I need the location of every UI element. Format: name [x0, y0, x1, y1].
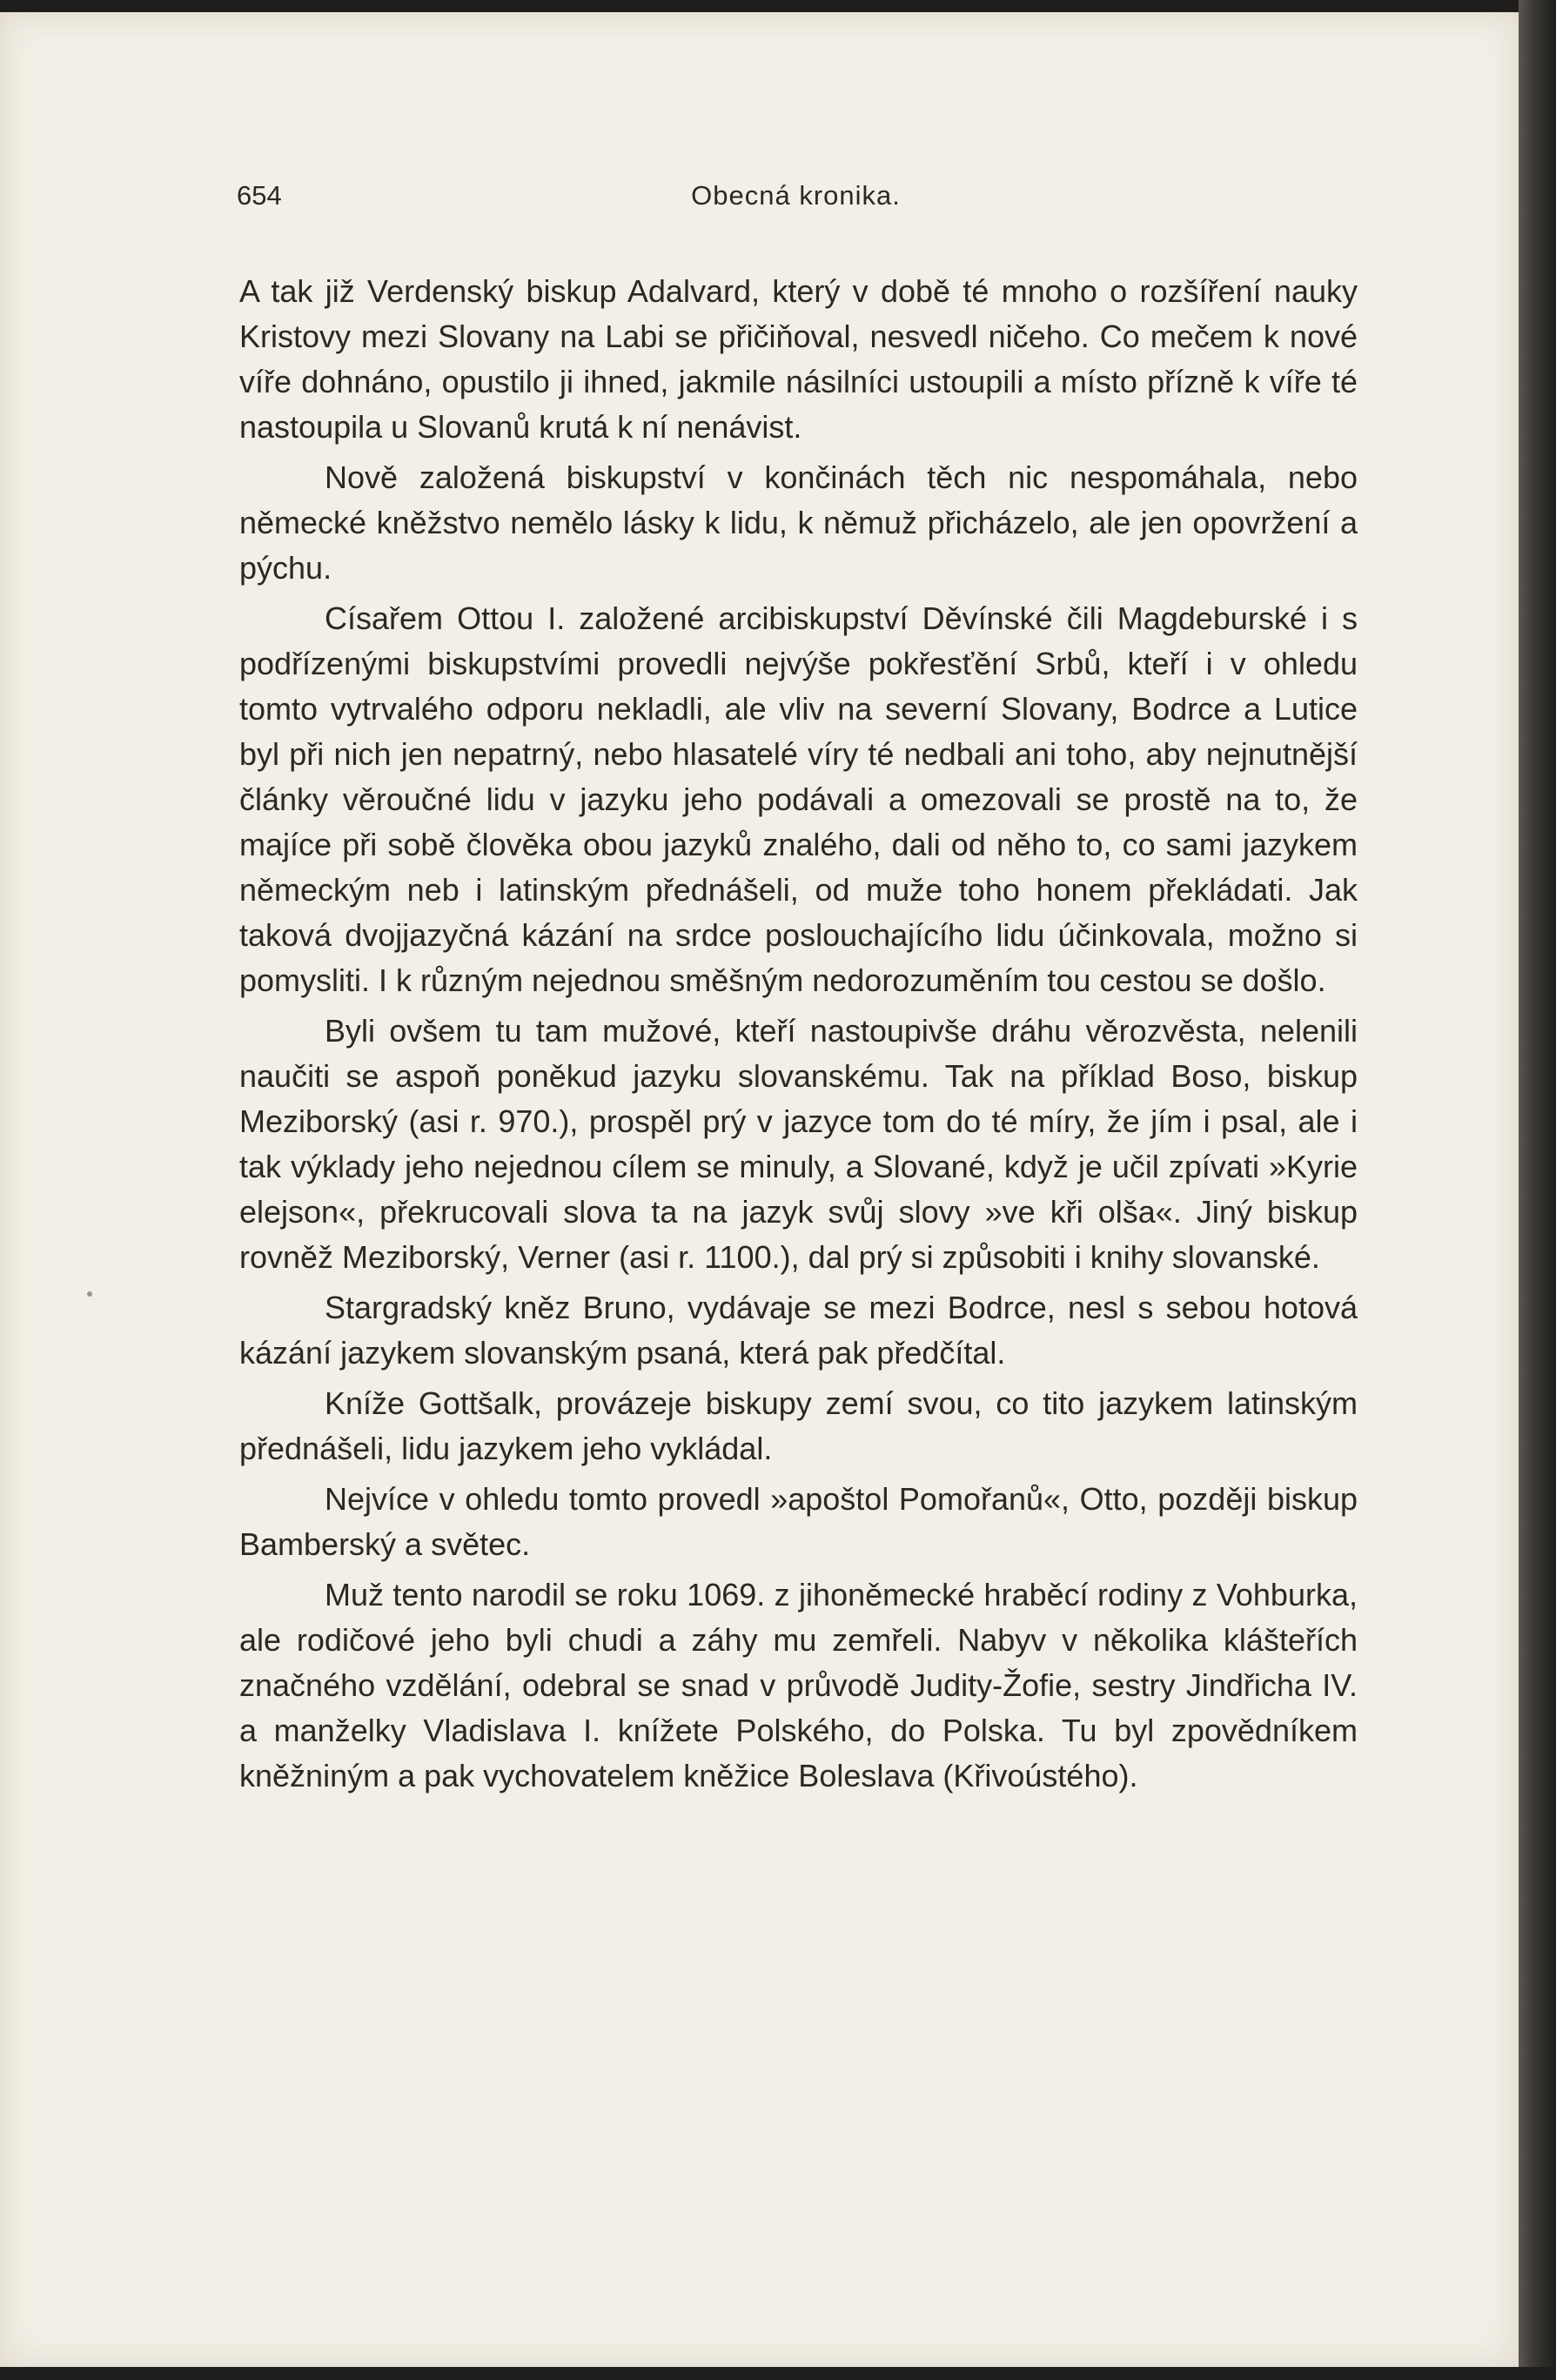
paragraph-boso: Byli ovšem tu tam mužové, kteří nastoupivše dráhu věrozvěsta, nelenili naučiti se aspoň poněkud jazyku slovanskému. Tak na příklad Boso, biskup Meziborský (asi r. 970.), prospěl prý v jazyce tom do té míry, že jím i psal, ale i tak výklady jeho nejednou cílem se minuly, a Slované, když je učil zpívati »Kyrie elejson«, překrucovali slova ta na jazyk svůj slovy »ve kři olša«. Jiný biskup rovněž Meziborský, Verner (asi r. 1100.), dal prý si způsobiti i knihy slovanské.: [239, 1013, 1358, 1275]
scan-right-edge: [1519, 0, 1556, 2380]
page-sheet: [0, 12, 1519, 2367]
paragraph-magdeburg: Císařem Ottou I. založené arcibiskupství Děvínské čili Magdeburské i s podřízenými biskupstvími provedli nejvýše pokřesťění Srbů, kteří i v ohledu tomto vytrvalého odporu nekladli, ale vliv na severní Slovany, Bodrce a Lutice byl při nich jen nepatrný, nebo hlasatelé víry té nedbali ani toho, aby nejnutnější články věroučné lidu v jazyku jeho podávali a omezovali se prostě na to, že majíce při sobě člověka obou jazyků znalého, dali od něho to, co sami jazykem německým neb i latinským přednášeli, od muže toho honem překládati. Jak taková dvojjazyčná kázání na srdce poslouchajícího lidu účinkovala, možno si pomysliti. I k různým nejednou směšným nedorozuměním tou cestou se došlo.: [239, 600, 1358, 998]
paper-speck: [87, 1291, 92, 1297]
running-title: Obecná kronika.: [691, 180, 901, 211]
paragraph-new-bishoprics: Nově založená biskupství v končinách těch nic nespomáhala, nebo německé kněžstvo nemělo lásky k lidu, k němuž přicházelo, ale jen opovržení a pýchu.: [239, 459, 1358, 586]
paragraph-otto: Nejvíce v ohledu tomto provedl »apoštol Pomořanů«, Otto, později biskup Bamberský a světec.: [239, 1481, 1358, 1562]
body-text: [239, 269, 1358, 1804]
paragraph-adalvard: A tak již Verdenský biskup Adalvard, který v době té mnoho o rozšíření nauky Kristovy mezi Slovany na Labi se přičiňoval, nesvedl ničeho. Co mečem k nové víře dohnáno, opustilo ji ihned, jakmile násilníci ustoupili a místo přízně k víře té nastoupila u Slovanů krutá k ní nenávist.: [239, 273, 1358, 445]
paragraph-otto-biography: Muž tento narodil se roku 1069. z jihoněmecké hraběcí rodiny z Vohburka, ale rodičové jeho byli chudi a záhy mu zemřeli. Nabyv v několika klášteřích značného vzdělání, odebral se snad v průvodě Judity-Žofie, sestry Jindřicha IV. a manželky Vladislava I. knížete Polského, do Polska. Tu byl zpovědníkem kněžniným a pak vychovatelem kněžice Boleslava (Křivoústého).: [239, 1577, 1358, 1793]
paragraph-gottsalk: Kníže Gottšalk, provázeje biskupy zemí svou, co tito jazykem latinským přednášeli, lidu jazykem jeho vykládal.: [239, 1385, 1358, 1466]
paragraph-bruno: Stargradský kněz Bruno, vydávaje se mezi Bodrce, nesl s sebou hotová kázání jazykem slovanským psaná, která pak předčítal.: [239, 1290, 1358, 1371]
scan-bottom-edge: [0, 2367, 1556, 2380]
scan-top-edge: [0, 0, 1556, 12]
page-header: [237, 180, 1355, 220]
page-number: 654: [237, 180, 282, 211]
